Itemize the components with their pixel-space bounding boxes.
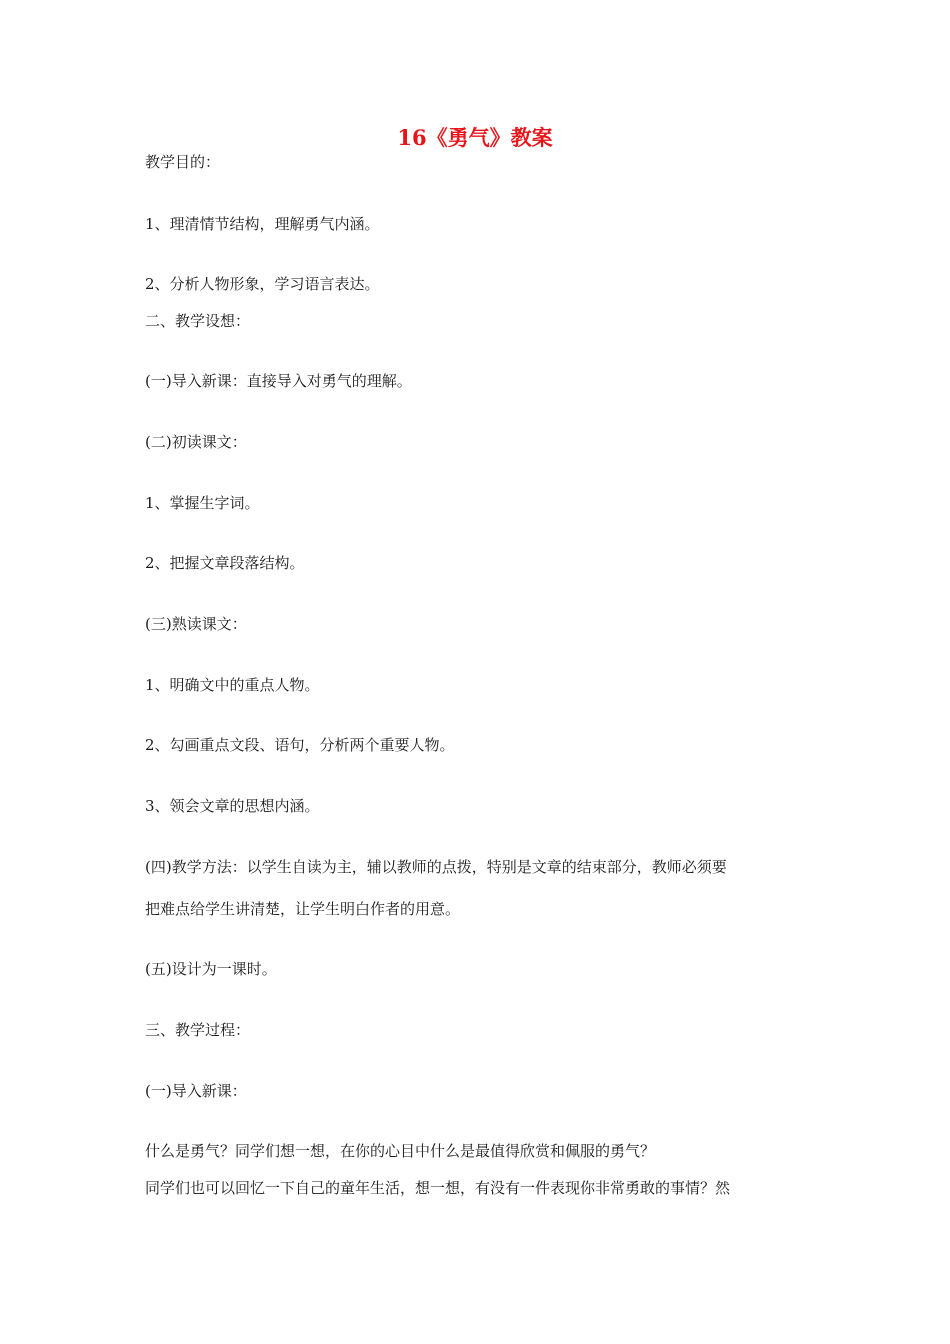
close-reading-item-3: 3、领会文章的思想内涵。: [145, 797, 320, 815]
first-reading-item-1: 1、掌握生字词。: [145, 494, 260, 512]
goal-item-2: 2、分析人物形象，学习语言表达。: [145, 275, 380, 293]
document-title: 16《勇气》教案: [397, 125, 553, 150]
teaching-method-continued: 把难点给学生讲清楚，让学生明白作者的用意。: [145, 900, 461, 918]
heading-teaching-goals: 教学目的：: [145, 153, 221, 171]
plan-item-introduction: (一)导入新课：直接导入对勇气的理解。: [145, 372, 412, 390]
plan-item-first-reading: (二)初读课文：: [145, 433, 247, 451]
goal-item-1: 1、理清情节结构，理解勇气内涵。: [145, 215, 380, 233]
heading-teaching-process: 三、教学过程：: [145, 1021, 251, 1039]
paragraph-recall: 同学们也可以回忆一下自己的童年生活，想一想，有没有一件表现你非常勇敢的事情？然: [145, 1179, 731, 1197]
heading-teaching-plan: 二、教学设想：: [145, 312, 251, 330]
plan-item-close-reading: (三)熟读课文：: [145, 615, 247, 633]
process-item-introduction: (一)导入新课：: [145, 1082, 247, 1100]
plan-item-teaching-method: (四)教学方法：以学生自读为主，辅以教师的点拨，特别是文章的结束部分，教师必须要: [145, 858, 727, 876]
close-reading-item-2: 2、勾画重点文段、语句，分析两个重要人物。: [145, 736, 455, 754]
first-reading-item-2: 2、把握文章段落结构。: [145, 554, 305, 572]
close-reading-item-1: 1、明确文中的重点人物。: [145, 676, 320, 694]
paragraph-question: 什么是勇气？同学们想一想，在你的心目中什么是最值得欣赏和佩服的勇气？: [145, 1142, 656, 1160]
plan-item-lesson-count: (五)设计为一课时。: [145, 960, 277, 978]
